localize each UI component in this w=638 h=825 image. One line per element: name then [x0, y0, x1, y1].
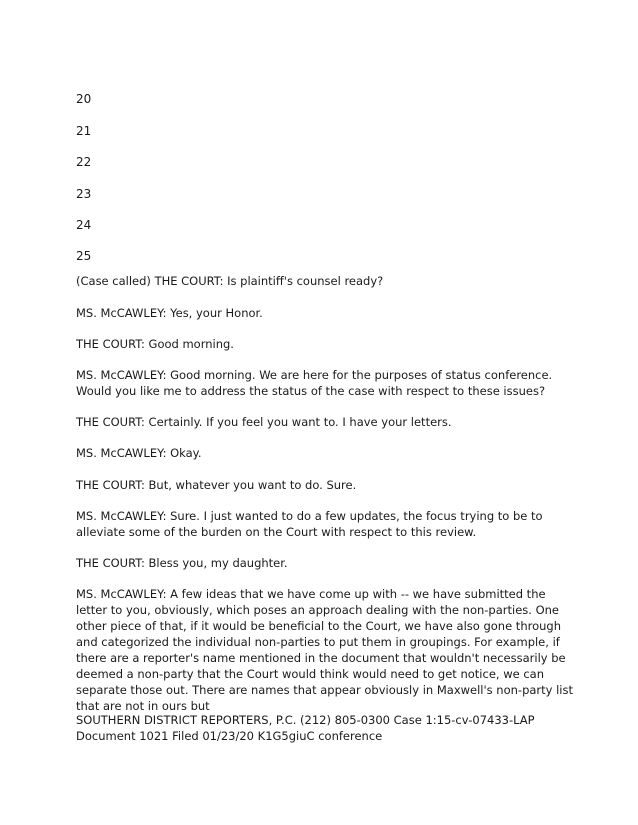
line-number-21: 21 — [76, 124, 92, 138]
transcript-paragraph-mccawley-updates: MS. McCAWLEY: Sure. I just wanted to do a few updates, the focus trying to be to alleviate some of the burden on the Court with respect to this review. — [76, 509, 543, 539]
transcript-paragraph-court-certainly: THE COURT: Certainly. If you feel you want to. I have your letters. — [76, 415, 452, 429]
transcript-paragraph-court-whatever: THE COURT: But, whatever you want to do. Sure. — [76, 478, 357, 492]
line-number-24: 24 — [76, 218, 92, 232]
transcript-paragraph-court-bless-you: THE COURT: Bless you, my daughter. — [76, 556, 288, 570]
transcript-paragraph-mccawley-ideas: MS. McCAWLEY: A few ideas that we have come up with -- we have submitted the letter to you, obviously, which poses an approach dealing with the non-parties. One other piece of that, if it would be beneficial to the Court, we have also gone through and categorized the individual non-parties to put them in groupings. For example, if there are a reporter's name mentioned in the document that wouldn't necessarily be deemed a non-party that the Court would think would need to get notice, we can separate those out. There are names that appear obviously in Maxwell's non-party list that are not in ours but — [76, 587, 573, 713]
line-number-20: 20 — [76, 92, 92, 106]
line-number-25: 25 — [76, 249, 92, 263]
transcript-paragraph-mccawley-ready: MS. McCAWLEY: Yes, your Honor. — [76, 306, 263, 320]
transcript-paragraph-case-called: (Case called) THE COURT: Is plaintiff's counsel ready? — [76, 274, 384, 288]
line-number-23: 23 — [76, 187, 92, 201]
document-footer: SOUTHERN DISTRICT REPORTERS, P.C. (212) 805-0300 Case 1:15-cv-07433-LAP Document 1021 Filed 01/23/20 K1G5giuC conference — [76, 713, 535, 743]
transcript-paragraph-mccawley-okay: MS. McCAWLEY: Okay. — [76, 446, 202, 460]
line-number-22: 22 — [76, 155, 92, 169]
transcript-paragraph-court-good-morning: THE COURT: Good morning. — [76, 337, 234, 351]
transcript-paragraph-mccawley-status: MS. McCAWLEY: Good morning. We are here for the purposes of status conference. Would you like me to address the status of the case with respect to these issues? — [76, 368, 553, 398]
